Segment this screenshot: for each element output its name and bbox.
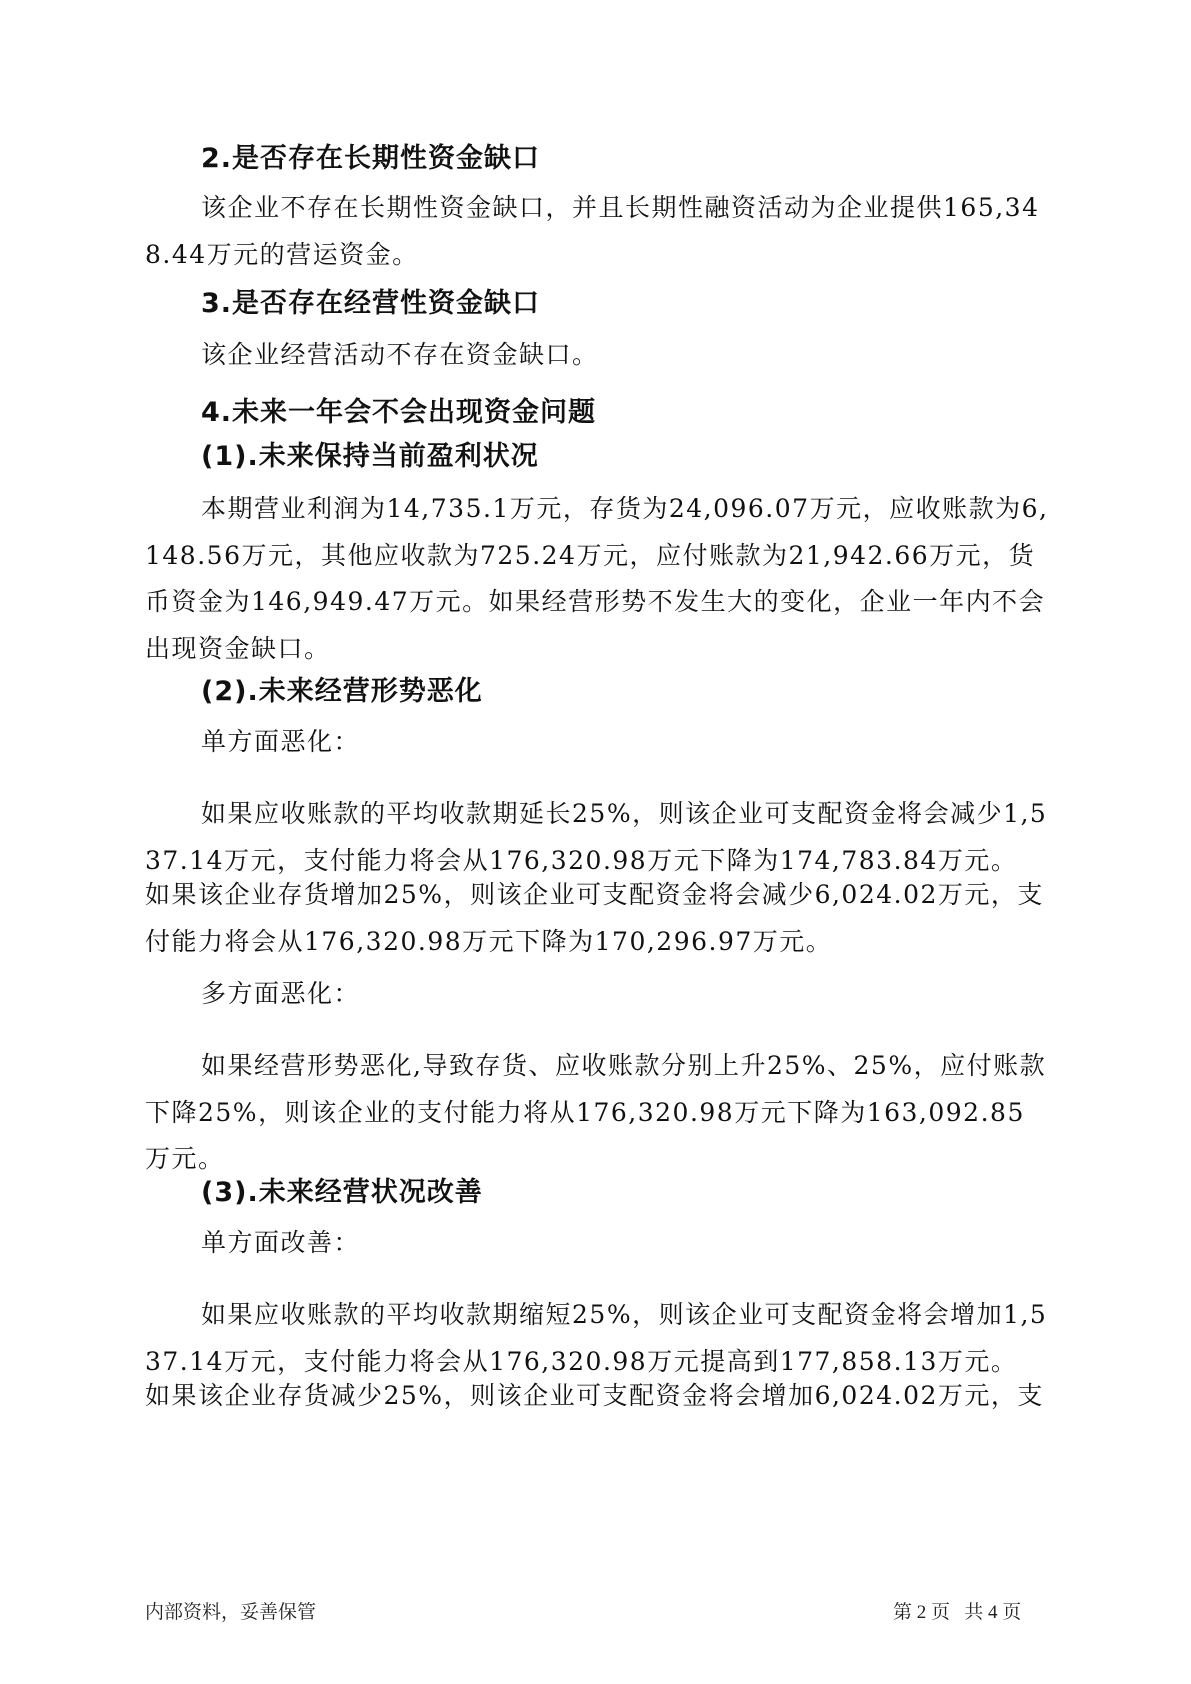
subheading-keep-current: (1).未来保持当前盈利状况 — [201, 441, 539, 472]
subheading-worsening: (2).未来经营形势恶化 — [201, 676, 483, 707]
footer-page-number: 第 2 页 共 4 页 — [893, 1602, 1022, 1623]
paragraph-single-improving-label: 单方面改善： — [201, 1228, 361, 1257]
section-heading-long-term-gap: 2.是否存在长期性资金缺口 — [201, 143, 541, 174]
paragraph-inventory-improving: 如果该企业存货减少25%，则该企业可支配资金将会增加6,024.02万元，支 — [145, 1381, 1044, 1410]
footer-confidential-note: 内部资料，妥善保管 — [145, 1602, 317, 1623]
paragraph-keep-current: 本期营业利润为14,735.1万元，存货为24,096.07万元，应收账款为6,148.56万元，其他应收款为725.24万元，应付账款为21,942.66万元，货币资金为146,949.47万元。如果经营形势不发生大的变化，企业一年内不会出现资金缺口。 — [145, 494, 1049, 663]
section-heading-operating-gap: 3.是否存在经营性资金缺口 — [201, 288, 541, 319]
paragraph-inventory-worsening: 如果该企业存货增加25%，则该企业可支配资金将会减少6,024.02万元，支付能力将会从176,320.98万元下降为170,296.97万元。 — [145, 880, 1044, 956]
paragraph-receivable-worsening: 如果应收账款的平均收款期延长25%，则该企业可支配资金将会减少1,537.14万元，支付能力将会从176,320.98万元下降为174,783.84万元。 — [145, 799, 1048, 875]
paragraph-single-worsening-label: 单方面恶化： — [201, 727, 361, 756]
section-heading-next-year: 4.未来一年会不会出现资金问题 — [201, 397, 597, 428]
subheading-improving: (3).未来经营状况改善 — [201, 1177, 483, 1208]
paragraph-operating-gap: 该企业经营活动不存在资金缺口。 — [201, 340, 599, 369]
paragraph-receivable-improving: 如果应收账款的平均收款期缩短25%，则该企业可支配资金将会增加1,537.14万元，支付能力将会从176,320.98万元提高到177,858.13万元。 — [145, 1300, 1048, 1376]
paragraph-long-term-gap: 该企业不存在长期性资金缺口，并且长期性融资活动为企业提供165,348.44万元的营运资金。 — [145, 193, 1040, 269]
paragraph-multi-worsening: 如果经营形势恶化,导致存货、应收账款分别上升25%、25%，应付账款下降25%，则该企业的支付能力将从176,320.98万元下降为163,092.85万元。 — [145, 1051, 1047, 1173]
paragraph-multi-worsening-label: 多方面恶化： — [201, 979, 361, 1008]
